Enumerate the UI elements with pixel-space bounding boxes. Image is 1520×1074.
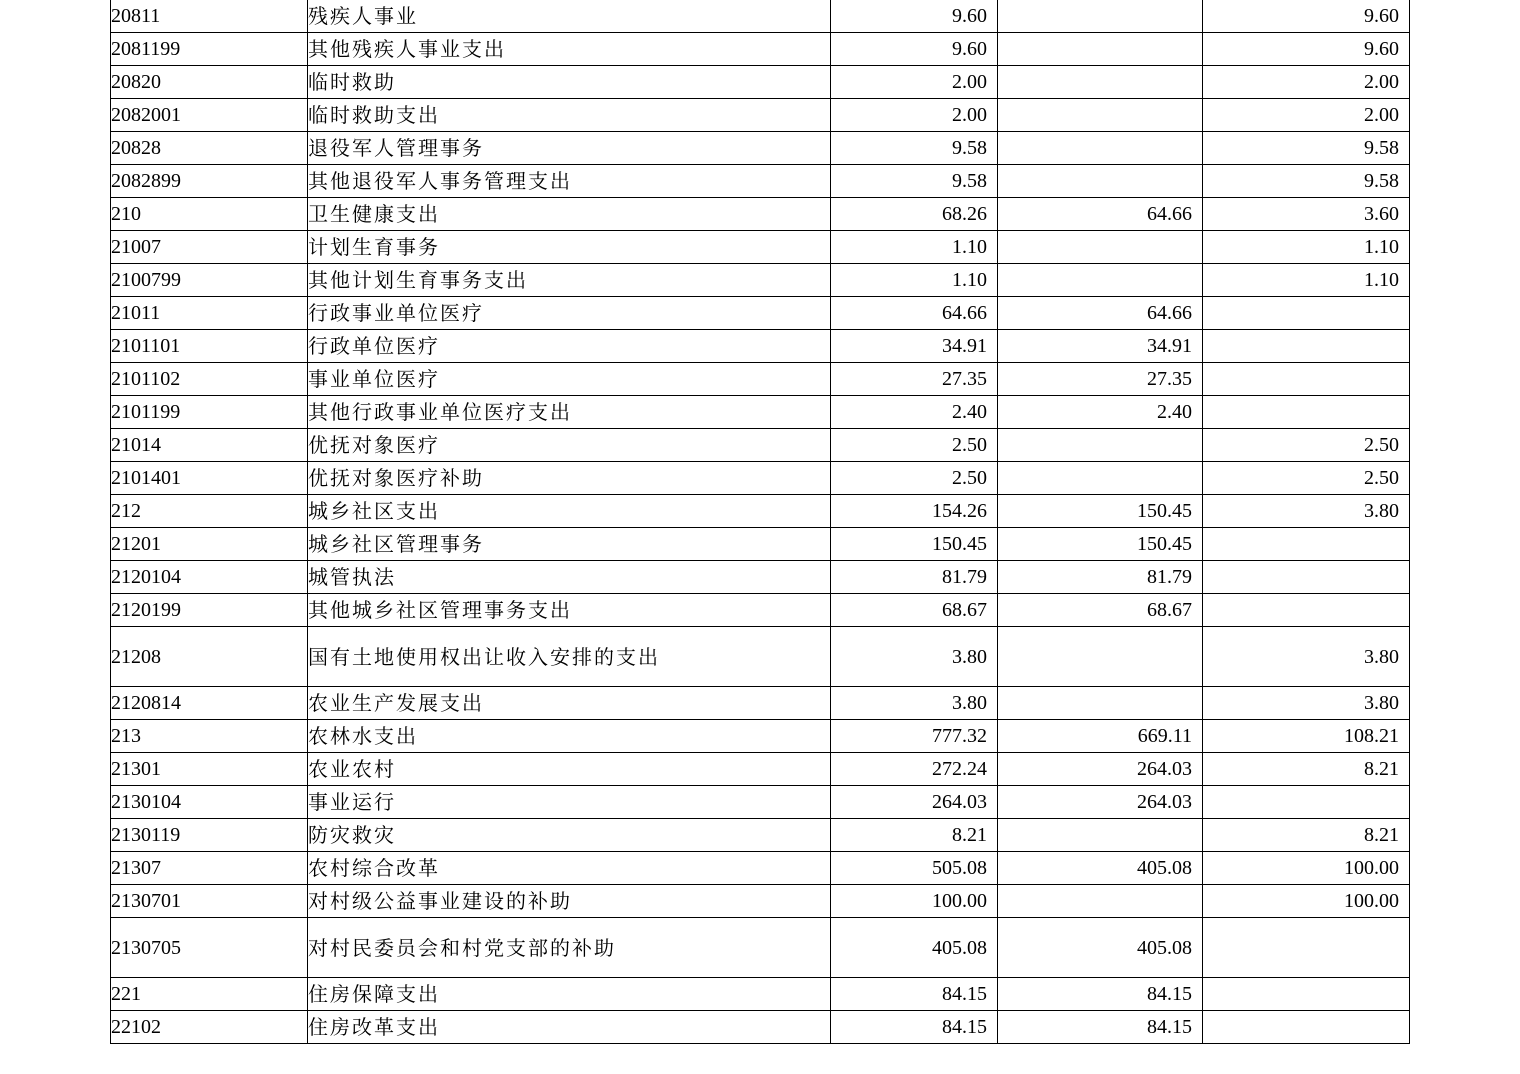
total-amount-cell <box>831 978 998 1011</box>
basic-expenditure-cell <box>998 99 1203 132</box>
subject-code-cell: 2130701 <box>111 885 308 918</box>
subject-code-cell: 210 <box>111 198 308 231</box>
basic-expenditure-value: 264.03 <box>1137 791 1192 813</box>
project-expenditure-cell <box>1203 495 1410 528</box>
total-amount-value: 2.50 <box>952 467 987 489</box>
total-amount-cell <box>831 165 998 198</box>
subject-name-cell: 其他行政事业单位医疗支出 <box>308 396 831 429</box>
total-amount-value: 9.58 <box>952 170 987 192</box>
basic-expenditure-value <box>1192 5 1202 27</box>
subject-name-cell: 其他残疾人事业支出 <box>308 33 831 66</box>
basic-expenditure-value: 2.40 <box>1157 401 1192 423</box>
subject-name-cell: 农业生产发展支出 <box>308 687 831 720</box>
subject-code-cell: 2130705 <box>111 918 308 978</box>
total-amount-value: 9.60 <box>952 5 987 27</box>
total-amount-value: 1.10 <box>952 236 987 258</box>
basic-expenditure-cell <box>998 363 1203 396</box>
table-row <box>111 66 1410 99</box>
basic-expenditure-value <box>1192 434 1202 456</box>
subject-code-cell: 21307 <box>111 852 308 885</box>
table-row <box>111 99 1410 132</box>
total-amount-value: 100.00 <box>932 890 987 912</box>
total-amount-value: 150.45 <box>932 533 987 555</box>
basic-expenditure-cell <box>998 33 1203 66</box>
project-expenditure-value: 8.21 <box>1364 758 1399 780</box>
subject-code-cell: 221 <box>111 978 308 1011</box>
project-expenditure-value: 9.60 <box>1364 5 1399 27</box>
subject-code-cell: 21208 <box>111 627 308 687</box>
project-expenditure-cell <box>1203 0 1410 33</box>
project-expenditure-cell <box>1203 33 1410 66</box>
project-expenditure-cell <box>1203 297 1410 330</box>
subject-code-cell: 2120199 <box>111 594 308 627</box>
total-amount-cell <box>831 33 998 66</box>
subject-name-cell: 卫生健康支出 <box>308 198 831 231</box>
subject-name-cell: 农村综合改革 <box>308 852 831 885</box>
total-amount-value: 1.10 <box>952 269 987 291</box>
project-expenditure-cell <box>1203 330 1410 363</box>
table-row <box>111 0 1410 33</box>
basic-expenditure-value: 150.45 <box>1137 533 1192 555</box>
table-row <box>111 561 1410 594</box>
subject-name-cell: 事业运行 <box>308 786 831 819</box>
subject-name-cell: 优抚对象医疗补助 <box>308 462 831 495</box>
project-expenditure-cell <box>1203 885 1410 918</box>
total-amount-cell <box>831 594 998 627</box>
subject-code-cell: 20828 <box>111 132 308 165</box>
basic-expenditure-value <box>1192 467 1202 489</box>
project-expenditure-value: 100.00 <box>1344 890 1399 912</box>
total-amount-cell <box>831 852 998 885</box>
project-expenditure-value <box>1399 791 1409 813</box>
basic-expenditure-value: 84.15 <box>1147 983 1192 1005</box>
project-expenditure-cell <box>1203 363 1410 396</box>
total-amount-value: 2.40 <box>952 401 987 423</box>
total-amount-value: 68.26 <box>942 203 987 225</box>
total-amount-value: 405.08 <box>932 936 987 959</box>
total-amount-cell <box>831 396 998 429</box>
project-expenditure-value <box>1399 599 1409 621</box>
project-expenditure-value: 3.60 <box>1364 203 1399 225</box>
project-expenditure-cell <box>1203 819 1410 852</box>
total-amount-value: 68.67 <box>942 599 987 621</box>
basic-expenditure-value <box>1192 71 1202 93</box>
total-amount-value: 9.58 <box>952 137 987 159</box>
subject-name-cell: 国有土地使用权出让收入安排的支出 <box>308 627 831 687</box>
basic-expenditure-value <box>1192 137 1202 159</box>
project-expenditure-value: 9.58 <box>1364 137 1399 159</box>
project-expenditure-value: 2.50 <box>1364 467 1399 489</box>
basic-expenditure-cell <box>998 132 1203 165</box>
total-amount-value: 2.50 <box>952 434 987 456</box>
total-amount-cell <box>831 198 998 231</box>
project-expenditure-cell <box>1203 99 1410 132</box>
table-row <box>111 363 1410 396</box>
project-expenditure-value <box>1399 302 1409 324</box>
basic-expenditure-cell <box>998 165 1203 198</box>
table-row <box>111 786 1410 819</box>
project-expenditure-value: 2.00 <box>1364 104 1399 126</box>
total-amount-value: 27.35 <box>942 368 987 390</box>
basic-expenditure-cell <box>998 264 1203 297</box>
subject-name-cell: 对村级公益事业建设的补助 <box>308 885 831 918</box>
project-expenditure-cell <box>1203 132 1410 165</box>
subject-name-cell: 城乡社区管理事务 <box>308 528 831 561</box>
subject-code-cell: 2130104 <box>111 786 308 819</box>
subject-code-cell: 21011 <box>111 297 308 330</box>
project-expenditure-cell <box>1203 852 1410 885</box>
subject-code-cell: 2101401 <box>111 462 308 495</box>
basic-expenditure-value: 405.08 <box>1137 936 1192 959</box>
project-expenditure-cell <box>1203 561 1410 594</box>
basic-expenditure-cell <box>998 528 1203 561</box>
project-expenditure-value: 3.80 <box>1364 645 1399 668</box>
subject-code-cell: 2101101 <box>111 330 308 363</box>
subject-name-cell: 行政事业单位医疗 <box>308 297 831 330</box>
total-amount-value: 2.00 <box>952 104 987 126</box>
project-expenditure-cell <box>1203 429 1410 462</box>
basic-expenditure-value <box>1192 38 1202 60</box>
total-amount-value: 8.21 <box>952 824 987 846</box>
subject-name-cell: 其他退役军人事务管理支出 <box>308 165 831 198</box>
subject-name-cell: 农业农村 <box>308 753 831 786</box>
subject-code-cell: 21201 <box>111 528 308 561</box>
basic-expenditure-cell <box>998 297 1203 330</box>
basic-expenditure-cell <box>998 852 1203 885</box>
table-row <box>111 885 1410 918</box>
total-amount-cell <box>831 819 998 852</box>
project-expenditure-cell <box>1203 231 1410 264</box>
table-row <box>111 462 1410 495</box>
project-expenditure-value: 3.80 <box>1364 692 1399 714</box>
table-body <box>111 0 1410 1044</box>
project-expenditure-cell <box>1203 753 1410 786</box>
project-expenditure-cell <box>1203 528 1410 561</box>
subject-name-cell: 其他城乡社区管理事务支出 <box>308 594 831 627</box>
total-amount-cell <box>831 720 998 753</box>
basic-expenditure-cell <box>998 786 1203 819</box>
basic-expenditure-value: 64.66 <box>1147 203 1192 225</box>
basic-expenditure-value <box>1192 104 1202 126</box>
basic-expenditure-cell <box>998 918 1203 978</box>
total-amount-value: 777.32 <box>932 725 987 747</box>
total-amount-cell <box>831 561 998 594</box>
table-row <box>111 978 1410 1011</box>
table-row <box>111 165 1410 198</box>
total-amount-cell <box>831 297 998 330</box>
basic-expenditure-cell <box>998 429 1203 462</box>
total-amount-cell <box>831 627 998 687</box>
basic-expenditure-value <box>1192 269 1202 291</box>
total-amount-cell <box>831 918 998 978</box>
total-amount-cell <box>831 0 998 33</box>
table-row <box>111 720 1410 753</box>
total-amount-value: 264.03 <box>932 791 987 813</box>
budget-expenditure-table <box>110 0 1410 1044</box>
table-row <box>111 198 1410 231</box>
project-expenditure-cell <box>1203 462 1410 495</box>
subject-code-cell: 2130119 <box>111 819 308 852</box>
basic-expenditure-cell <box>998 495 1203 528</box>
basic-expenditure-cell <box>998 819 1203 852</box>
basic-expenditure-value <box>1192 236 1202 258</box>
basic-expenditure-cell <box>998 0 1203 33</box>
table-row <box>111 918 1410 978</box>
basic-expenditure-value <box>1192 824 1202 846</box>
project-expenditure-cell <box>1203 687 1410 720</box>
subject-name-cell: 临时救助 <box>308 66 831 99</box>
subject-name-cell: 优抚对象医疗 <box>308 429 831 462</box>
total-amount-cell <box>831 99 998 132</box>
project-expenditure-value: 9.60 <box>1364 38 1399 60</box>
total-amount-cell <box>831 687 998 720</box>
subject-code-cell: 2101199 <box>111 396 308 429</box>
project-expenditure-cell <box>1203 627 1410 687</box>
table-row <box>111 297 1410 330</box>
subject-name-cell: 城乡社区支出 <box>308 495 831 528</box>
basic-expenditure-value: 81.79 <box>1147 566 1192 588</box>
table-row <box>111 1011 1410 1044</box>
total-amount-cell <box>831 330 998 363</box>
subject-code-cell: 20820 <box>111 66 308 99</box>
subject-code-cell: 22102 <box>111 1011 308 1044</box>
project-expenditure-cell <box>1203 1011 1410 1044</box>
basic-expenditure-value <box>1192 890 1202 912</box>
table-row <box>111 495 1410 528</box>
table-row <box>111 330 1410 363</box>
subject-code-cell: 2100799 <box>111 264 308 297</box>
basic-expenditure-value: 64.66 <box>1147 302 1192 324</box>
total-amount-value: 84.15 <box>942 1016 987 1038</box>
table-row <box>111 132 1410 165</box>
basic-expenditure-cell <box>998 687 1203 720</box>
project-expenditure-cell <box>1203 594 1410 627</box>
table-row <box>111 396 1410 429</box>
project-expenditure-cell <box>1203 165 1410 198</box>
subject-code-cell: 2082001 <box>111 99 308 132</box>
subject-code-cell: 2101102 <box>111 363 308 396</box>
table-row <box>111 429 1410 462</box>
basic-expenditure-cell <box>998 330 1203 363</box>
total-amount-value: 64.66 <box>942 302 987 324</box>
subject-code-cell: 213 <box>111 720 308 753</box>
total-amount-value: 3.80 <box>952 692 987 714</box>
subject-name-cell: 住房保障支出 <box>308 978 831 1011</box>
total-amount-value: 84.15 <box>942 983 987 1005</box>
table-row <box>111 753 1410 786</box>
basic-expenditure-cell <box>998 561 1203 594</box>
project-expenditure-value <box>1399 566 1409 588</box>
project-expenditure-value <box>1399 335 1409 357</box>
project-expenditure-cell <box>1203 918 1410 978</box>
table-row <box>111 687 1410 720</box>
basic-expenditure-cell <box>998 594 1203 627</box>
basic-expenditure-value <box>1192 170 1202 192</box>
project-expenditure-cell <box>1203 198 1410 231</box>
total-amount-value: 34.91 <box>942 335 987 357</box>
subject-code-cell: 2082899 <box>111 165 308 198</box>
basic-expenditure-cell <box>998 720 1203 753</box>
subject-name-cell: 住房改革支出 <box>308 1011 831 1044</box>
table-row <box>111 264 1410 297</box>
project-expenditure-value: 3.80 <box>1364 500 1399 522</box>
project-expenditure-cell <box>1203 264 1410 297</box>
total-amount-cell <box>831 231 998 264</box>
project-expenditure-value: 1.10 <box>1364 236 1399 258</box>
basic-expenditure-cell <box>998 978 1203 1011</box>
subject-code-cell: 21301 <box>111 753 308 786</box>
total-amount-cell <box>831 66 998 99</box>
basic-expenditure-value <box>1192 646 1202 668</box>
project-expenditure-value: 108.21 <box>1344 725 1399 747</box>
table-row <box>111 528 1410 561</box>
project-expenditure-cell <box>1203 720 1410 753</box>
project-expenditure-value: 100.00 <box>1344 857 1399 879</box>
basic-expenditure-cell <box>998 627 1203 687</box>
total-amount-value: 505.08 <box>932 857 987 879</box>
project-expenditure-value <box>1399 401 1409 423</box>
basic-expenditure-cell <box>998 396 1203 429</box>
subject-name-cell: 防灾救灾 <box>308 819 831 852</box>
total-amount-cell <box>831 885 998 918</box>
total-amount-value: 2.00 <box>952 71 987 93</box>
total-amount-value: 154.26 <box>932 500 987 522</box>
subject-name-cell: 残疾人事业 <box>308 0 831 33</box>
project-expenditure-value <box>1399 983 1409 1005</box>
total-amount-cell <box>831 429 998 462</box>
total-amount-value: 3.80 <box>952 645 987 668</box>
project-expenditure-value: 9.58 <box>1364 170 1399 192</box>
project-expenditure-cell <box>1203 978 1410 1011</box>
basic-expenditure-value: 150.45 <box>1137 500 1192 522</box>
basic-expenditure-value: 264.03 <box>1137 758 1192 780</box>
basic-expenditure-cell <box>998 1011 1203 1044</box>
basic-expenditure-value: 405.08 <box>1137 857 1192 879</box>
subject-name-cell: 事业单位医疗 <box>308 363 831 396</box>
subject-code-cell: 21007 <box>111 231 308 264</box>
subject-code-cell: 2081199 <box>111 33 308 66</box>
basic-expenditure-cell <box>998 66 1203 99</box>
total-amount-cell <box>831 132 998 165</box>
basic-expenditure-cell <box>998 753 1203 786</box>
table-row <box>111 852 1410 885</box>
subject-code-cell: 2120814 <box>111 687 308 720</box>
table-row <box>111 627 1410 687</box>
basic-expenditure-cell <box>998 885 1203 918</box>
total-amount-cell <box>831 462 998 495</box>
subject-name-cell: 计划生育事务 <box>308 231 831 264</box>
total-amount-cell <box>831 786 998 819</box>
subject-name-cell: 行政单位医疗 <box>308 330 831 363</box>
table-row <box>111 231 1410 264</box>
subject-name-cell: 农林水支出 <box>308 720 831 753</box>
subject-name-cell: 其他计划生育事务支出 <box>308 264 831 297</box>
project-expenditure-value: 8.21 <box>1364 824 1399 846</box>
subject-name-cell: 城管执法 <box>308 561 831 594</box>
total-amount-cell <box>831 363 998 396</box>
table-row <box>111 33 1410 66</box>
project-expenditure-value: 1.10 <box>1364 269 1399 291</box>
table-row <box>111 819 1410 852</box>
total-amount-cell <box>831 264 998 297</box>
project-expenditure-cell <box>1203 786 1410 819</box>
basic-expenditure-value: 27.35 <box>1147 368 1192 390</box>
subject-name-cell: 退役军人管理事务 <box>308 132 831 165</box>
project-expenditure-value <box>1399 1016 1409 1038</box>
table-row <box>111 594 1410 627</box>
basic-expenditure-value: 34.91 <box>1147 335 1192 357</box>
subject-code-cell: 212 <box>111 495 308 528</box>
project-expenditure-value: 2.50 <box>1364 434 1399 456</box>
total-amount-cell <box>831 528 998 561</box>
basic-expenditure-cell <box>998 198 1203 231</box>
basic-expenditure-value: 669.11 <box>1137 725 1192 747</box>
subject-name-cell: 临时救助支出 <box>308 99 831 132</box>
subject-name-cell: 对村民委员会和村党支部的补助 <box>308 918 831 978</box>
total-amount-value: 272.24 <box>932 758 987 780</box>
basic-expenditure-value: 68.67 <box>1147 599 1192 621</box>
basic-expenditure-value: 84.15 <box>1147 1016 1192 1038</box>
subject-code-cell: 21014 <box>111 429 308 462</box>
total-amount-cell <box>831 1011 998 1044</box>
project-expenditure-value <box>1399 533 1409 555</box>
project-expenditure-value <box>1399 368 1409 390</box>
project-expenditure-value: 2.00 <box>1364 71 1399 93</box>
basic-expenditure-value <box>1192 692 1202 714</box>
total-amount-value: 81.79 <box>942 566 987 588</box>
basic-expenditure-cell <box>998 231 1203 264</box>
total-amount-value: 9.60 <box>952 38 987 60</box>
project-expenditure-cell <box>1203 396 1410 429</box>
subject-code-cell: 2120104 <box>111 561 308 594</box>
project-expenditure-cell <box>1203 66 1410 99</box>
basic-expenditure-cell <box>998 462 1203 495</box>
total-amount-cell <box>831 753 998 786</box>
subject-code-cell: 20811 <box>111 0 308 33</box>
total-amount-cell <box>831 495 998 528</box>
project-expenditure-value <box>1399 937 1409 959</box>
